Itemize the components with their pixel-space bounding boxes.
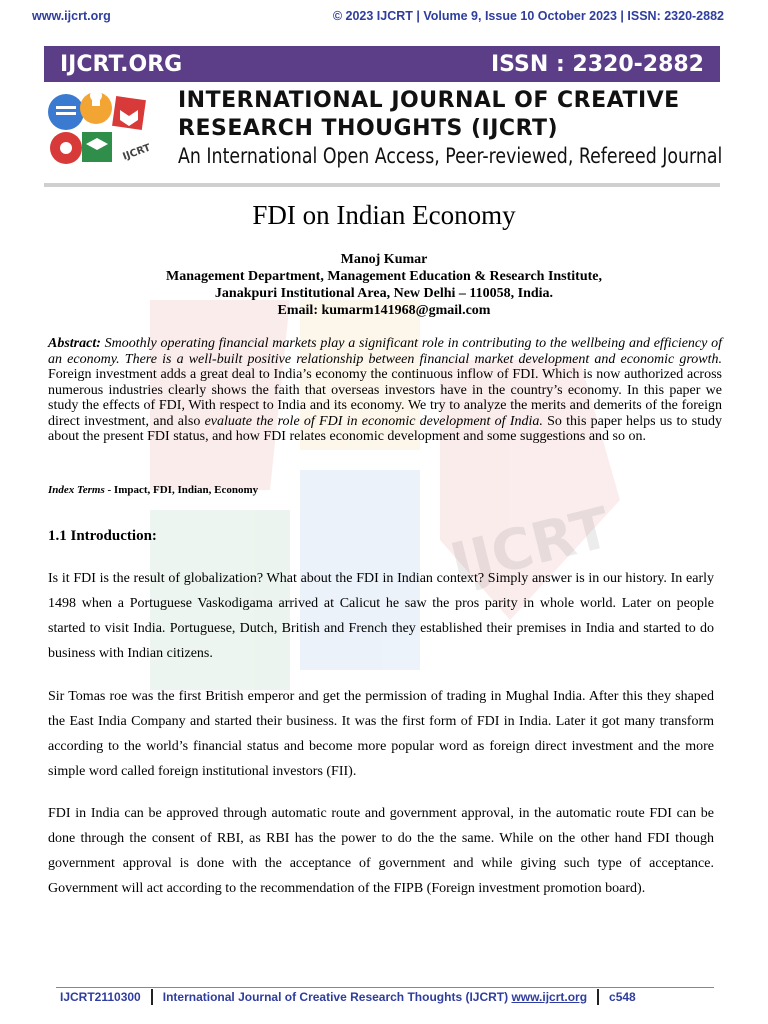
abstract-italic-1: Smoothly operating financial markets play a significant role in contributing to the wellbeing and efficiency of an economy. There is a well-built positive relationship between financial market development and economic growth. (48, 336, 722, 367)
section-heading: 1.1 Introduction: (48, 528, 157, 544)
svg-text:IJCRT: IJCRT (121, 142, 153, 163)
header-site-link[interactable]: www.ijcrt.org (32, 9, 111, 23)
index-terms (48, 484, 258, 496)
footer-page-number: c548 (609, 990, 636, 1004)
author-email: Email: kumarm141968@gmail.com (277, 303, 491, 318)
author-block (0, 251, 768, 319)
running-footer (60, 988, 636, 1006)
abstract-text-2: So this paper helps us to study about the present FDI status, and how FDI relates economic development and some suggestions and so on. (48, 413, 722, 444)
journal-tagline: An International Open Access, Peer-reviewed, Refereed Journal (178, 144, 723, 168)
svg-text:IJCRT: IJCRT (444, 495, 617, 598)
intro-paragraph-3: FDI in India can be approved through automatic route and government approval, in the automatic route FDI can be done through the consent of RBI, as RBI has the power to do the the same. While on the other hand FDI though government approval is done with the acceptance of government and while giving such type of acceptance. Government will act according to the recommendation of the FIPB (Foreign investment promotion board). (48, 806, 714, 896)
index-values: - Impact, FDI, Indian, Economy (104, 484, 259, 496)
footer-separator (151, 989, 153, 1005)
abstract (48, 336, 722, 445)
abstract-italic-2: evaluate the role of FDI in economic development of India. (204, 413, 543, 429)
banner-left: IJCRT.ORG (60, 51, 183, 77)
running-header (32, 6, 724, 26)
journal-banner (44, 46, 720, 82)
journal-name-line2: RESEARCH THOUGHTS (IJCRT) (178, 116, 559, 141)
abstract-text-1: Foreign investment adds a great deal to India’s economy the continuous inflow of FDI. Which is now authorized across numerous industries clearly shows the faith that overseas investors have in the country’s economy. In this paper we study the effects of FDI, With respect to India and its economy. We try to analyze the merits and demerits of the foreign direct investment, and also (48, 367, 722, 429)
intro-paragraph-2: Sir Tomas roe was the first British emperor and get the permission of trading in Mughal India. After this they shaped the East India Company and started their business. It was the first form of FDI in India. Later it got many transform according to the world’s financial status and become more popular word as foreign direct investment and the more simple word called foreign institutional investors (FII). (48, 689, 714, 779)
footer-journal-name: International Journal of Creative Research Thoughts (IJCRT) (162, 990, 509, 1004)
journal-name-line1: INTERNATIONAL JOURNAL OF CREATIVE (178, 88, 680, 113)
footer-separator (597, 989, 599, 1005)
footer-site-link[interactable]: www.ijcrt.org (511, 990, 588, 1004)
index-label: Index Terms (48, 484, 105, 496)
abstract-label: Abstract: (48, 336, 101, 351)
intro-paragraph-1: Is it FDI is the result of globalization? What about the FDI in Indian context? Simply answer is in our history. In early 1498 when a Portuguese Vaskodigama arrived at Calicut he saw the pros parity in whole world. Later on people started to visit India. Portuguese, Dutch, British and French they established their premises in India and started to do business with Indian citizens. (48, 571, 714, 661)
affiliation-line1: Management Department, Management Education & Research Institute, (165, 269, 603, 284)
paper-title: FDI on Indian Economy (252, 200, 516, 230)
journal-logo (44, 90, 170, 170)
affiliation-line2: Janakpuri Institutional Area, New Delhi – 110058, India. (214, 286, 554, 301)
footer-paper-id: IJCRT2110300 (60, 990, 141, 1004)
banner-right: ISSN : 2320-2882 (490, 51, 704, 77)
header-issue-info: © 2023 IJCRT | Volume 9, Issue 10 October 2023 | ISSN: 2320-2882 (332, 9, 724, 23)
author-name: Manoj Kumar (340, 252, 428, 267)
header-divider (44, 183, 720, 187)
